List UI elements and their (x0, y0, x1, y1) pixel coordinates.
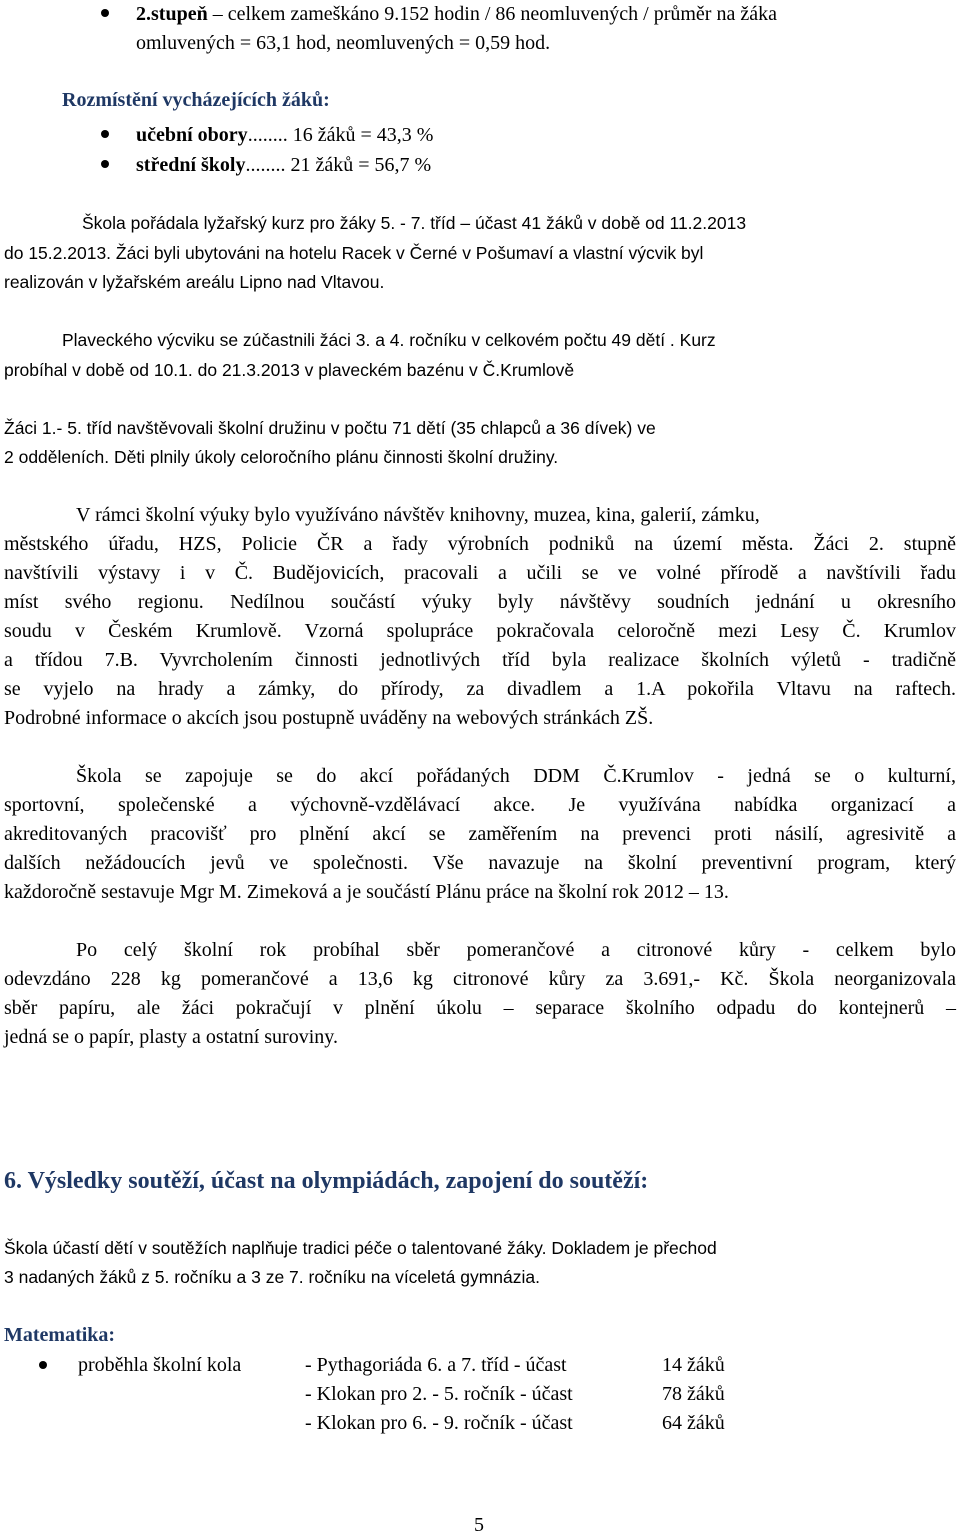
vyuka-line-2: městského úřadu, HZS, Policie ČR a řady výrobních podniků na území města. Žáci 2. stupně (4, 533, 956, 555)
vyuka-line-1: V rámci školní výuky bylo využíváno návštěv knihovny, muzea, kina, galerií, zámku, (76, 504, 760, 526)
bullet-stupen2 (101, 9, 109, 17)
page-number: 5 (474, 1514, 484, 1536)
rozmisteni-item-value: 21 žáků = 56,7 % (285, 154, 432, 176)
vyuka-line-4: míst svého regionu. Nedílnou součástí výuky byly návštěvy soudních jednání u okresního (4, 591, 956, 613)
sber-line-3: sběr papíru, ale žáci pokračují v plnění úkolu – separace školního odpadu do kontejnerů – (4, 997, 956, 1019)
bullet-matematika (39, 1361, 47, 1369)
competition-name: - Klokan pro 6. - 9. ročník - účast (305, 1412, 573, 1434)
vyuka-line-8: Podrobné informace o akcích jsou postupně uváděny na webových stránkách ZŠ. (4, 707, 654, 729)
matematika-bullet-label: proběhla školní kola (78, 1354, 242, 1376)
lyzarsky-line-1: Škola pořádala lyžařský kurz pro žáky 5. - 7. tříd – účast 41 žáků v době od 11.2.2013 (82, 213, 747, 233)
stupen2-text-1: – celkem zameškáno 9.152 hodin / 86 neomluvených / průměr na žáka (207, 3, 777, 25)
section6-line-2: 3 nadaných žáků z 5. ročníku a 3 ze 7. ročníku na víceletá gymnázia. (4, 1267, 540, 1287)
rozmisteni-item-label: střední školy (136, 154, 246, 176)
vyuka-line-5: soudu v Českém Krumlově. Vzorná spolupráce pokračovala celoročně mezi Lesy Č. Krumlov (4, 620, 956, 642)
ddm-line-1: Škola se zapojuje se do akcí pořádaných DDM Č.Krumlov - jedná se o kulturní, (76, 765, 956, 787)
sber-line-1: Po celý školní rok probíhal sběr pomerančové a citronové kůry - celkem bylo (76, 939, 956, 961)
ddm-line-5: každoročně sestavuje Mgr M. Zimeková a je součástí Plánu práce na školní rok 2012 – 13. (4, 881, 729, 903)
rozmisteni-item-label: učební obory (136, 124, 248, 146)
lyzarsky-line-3: realizován v lyžařském areálu Lipno nad Vltavou. (4, 272, 385, 292)
rozmisteni-heading: Rozmístění vycházejících žáků: (62, 89, 330, 111)
druzina-line-2: 2 odděleních. Děti plnily úkoly celoročního plánu činnosti školní družiny. (4, 447, 559, 467)
sber-line-2: odevzdáno 228 kg pomerančové a 13,6 kg citronové kůry za 3.691,- Kč. Škola neorganizovala (4, 968, 956, 990)
stupen2-line-2: omluvených = 63,1 hod, neomluvených = 0,59 hod. (136, 32, 551, 54)
rozmisteni-item-dots: ........ (245, 154, 286, 176)
bullet-ucebni-obory (101, 130, 109, 138)
vyuka-line-3: navštívili výstavy i v Č. Budějovicích, pracovali a učili se ve volné přírodě a navštívili řadu (4, 562, 956, 584)
competition-count: 64 žáků (662, 1412, 725, 1434)
lyzarsky-line-2: do 15.2.2013. Žáci byli ubytováni na hotelu Racek v Černé v Pošumaví a vlastní výcvik byl (4, 243, 704, 263)
plavecky-line-1: Plaveckého výcviku se zúčastnili žáci 3. a 4. ročníku v celkovém počtu 49 dětí . Kurz (62, 330, 716, 350)
rozmisteni-item-value: 16 žáků = 43,3 % (287, 124, 434, 146)
stupen2-label: 2.stupeň (136, 3, 208, 25)
druzina-line-1: Žáci 1.- 5. tříd navštěvovali školní družinu v počtu 71 dětí (35 chlapců a 36 dívek) ve (4, 418, 656, 438)
stupen2-line-1 (136, 2, 777, 26)
rozmisteni-item-dots: ........ (247, 124, 288, 146)
section6-line-1: Škola účastí dětí v soutěžích naplňuje tradici péče o talentované žáky. Dokladem je přechod (4, 1238, 717, 1258)
competition-name: - Pythagoriáda 6. a 7. tříd - účast (305, 1354, 567, 1376)
competition-name: - Klokan pro 2. - 5. ročník - účast (305, 1383, 573, 1405)
ddm-line-2: sportovní, společenské a výchovně-vzdělávací akce. Je využívána nabídka organizací a (4, 794, 956, 816)
matematika-heading: Matematika: (4, 1324, 116, 1346)
competition-count: 14 žáků (662, 1354, 725, 1376)
vyuka-line-6: a třídou 7.B. Vyvrcholením činnosti jednotlivých tříd byla realizace školních výletů - tradičně (4, 649, 956, 671)
sber-line-4: jedná se o papír, plasty a ostatní suroviny. (4, 1026, 338, 1048)
plavecky-line-2: probíhal v době od 10.1. do 21.3.2013 v plaveckém bazénu v Č.Krumlově (4, 360, 575, 380)
rozmisteni-item-stredni-skoly (136, 153, 431, 177)
rozmisteni-item-ucebni-obory (136, 123, 433, 147)
bullet-stredni-skoly (101, 160, 109, 168)
section6-heading: 6. Výsledky soutěží, účast na olympiádách, zapojení do soutěží: (4, 1168, 649, 1194)
ddm-line-4: dalších nežádoucích jevů ve společnosti. Vše navazuje na školní preventivní program, který (4, 852, 956, 874)
competition-count: 78 žáků (662, 1383, 725, 1405)
ddm-line-3: akreditovaných pracovišť pro plnění akcí se zaměřením na prevenci proti násilí, agresivitě a (4, 823, 956, 845)
vyuka-line-7: se vyjelo na hrady a zámky, do přírody, za divadlem a 1.A pokořila Vltavu na raftech. (4, 678, 956, 700)
